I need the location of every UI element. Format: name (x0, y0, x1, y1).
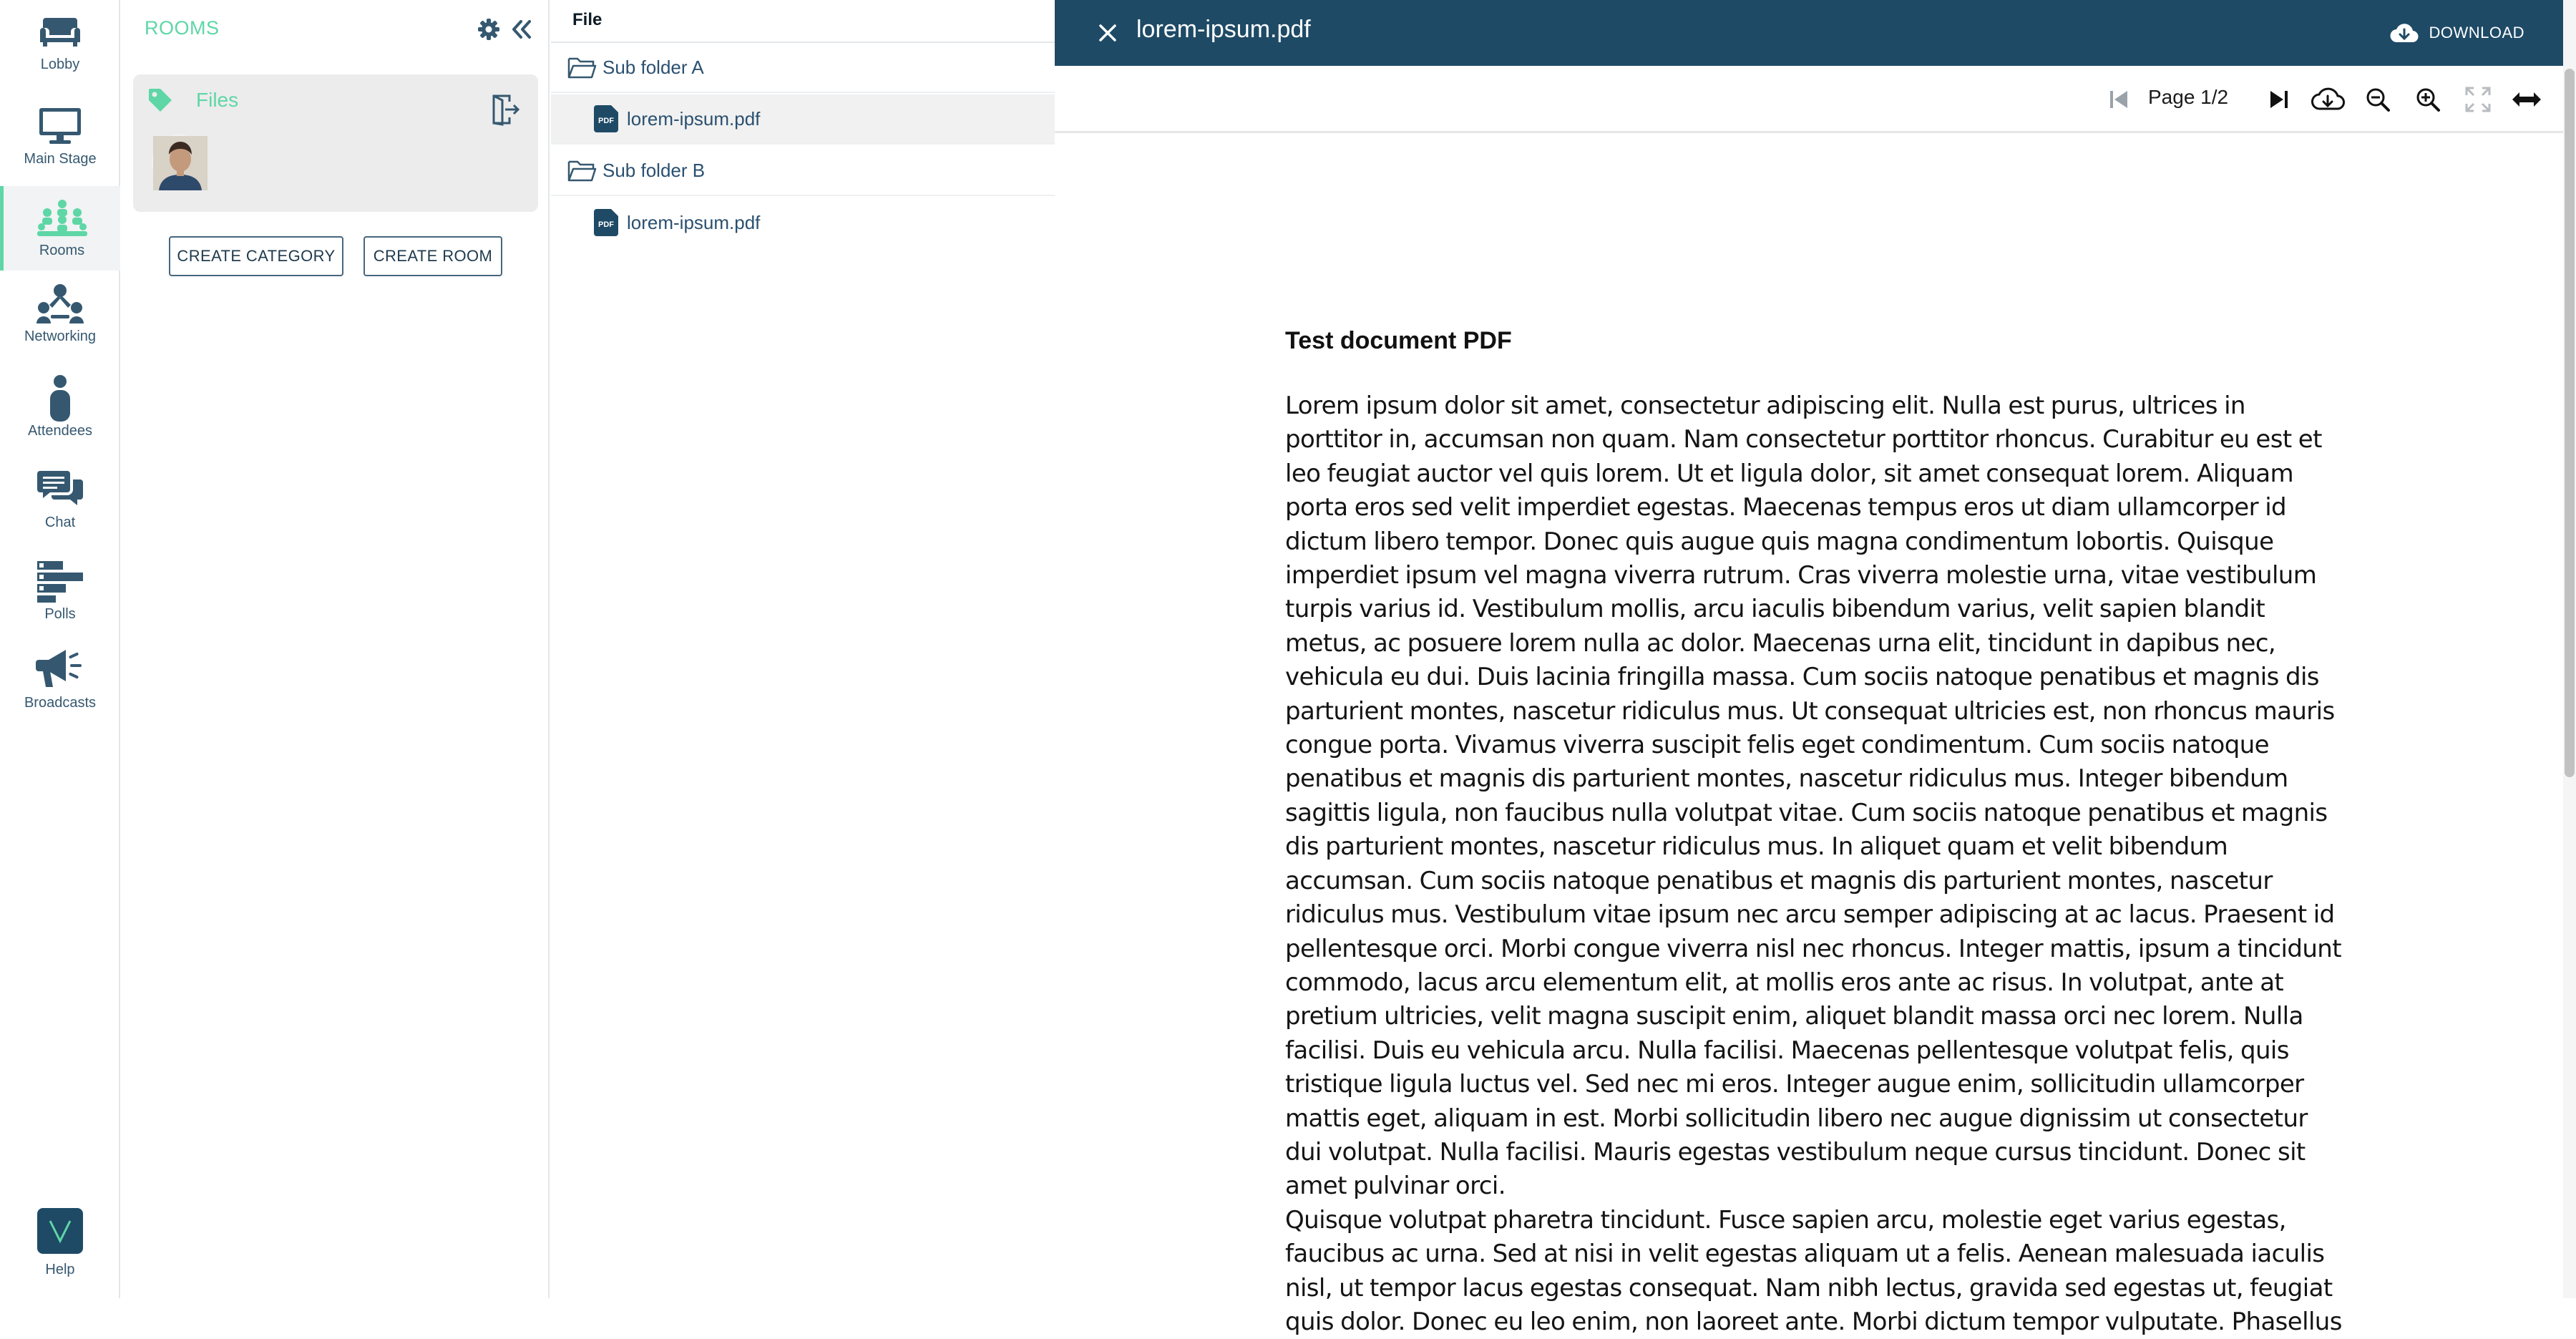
nav-rail (0, 0, 120, 1298)
cloud-download-icon (2390, 22, 2419, 44)
download-button[interactable] (2390, 19, 2524, 47)
room-name: Files (196, 89, 239, 111)
pdf-document-title: Test document PDF (1285, 327, 1512, 354)
exit-door-icon[interactable] (491, 93, 521, 126)
nav-item-attendees[interactable] (0, 366, 120, 451)
file-panel (551, 0, 1055, 1298)
pdf-body-text (1285, 389, 2344, 1339)
gear-icon[interactable] (478, 19, 499, 40)
nav-item-main-stage[interactable] (0, 94, 120, 179)
viewer-toolbar (1055, 66, 2563, 133)
rooms-title: ROOMS (145, 17, 220, 39)
folder-label: Sub folder A (602, 56, 704, 78)
double-chevron-left-icon[interactable] (509, 17, 534, 42)
monitor-icon (35, 104, 85, 147)
create-category-button[interactable]: CREATE CATEGORY (169, 236, 343, 276)
nav-item-broadcasts[interactable] (0, 638, 120, 723)
networking-icon (35, 282, 85, 325)
viewer-title: lorem-ipsum.pdf (1136, 16, 1311, 43)
file-row[interactable] (551, 198, 1055, 248)
sofa-icon (35, 10, 85, 53)
chat-icon (35, 468, 85, 511)
pdf-paragraph: Lorem ipsum dolor sit amet, consectetur adipiscing elit. Nulla est purus, ultrices in porttitor in, accumsan non quam. Nam consectetur porttitor rhoncus. Curabitur eu est et leo feugiat auctor vel quis lorem. Ut et ligula dolor, sit amet consequat lorem. Aliquam porta eros sed velit imperdiet egestas. Maecenas tempus eros ut diam ullamcorper id dictum libero tempor. Donec quis augue quis magna condimentum lobortis. Quisque imperdiet ipsum vel magna viverra rutrum. Cras viverra molestie urna, vitae vestibulum turpis varius id. Vestibulum mollis, arcu iaculis bibendum varius, velit sapien blandit metus, ac posuere lorem nulla ac dolor. Maecenas urna elit, tincidunt in dapibus nec, vehicula eu dui. Duis lacinia fringilla massa. Cum sociis natoque penatibus et magnis dis parturient montes, nascetur ridiculus mus. Ut consequat ultricies est, non rhoncus mauris congue porta. Vivamus viverra suscipit felis eget condimentum. Cum sociis natoque penatibus et magnis dis parturient montes, nascetur ridiculus mus. Integer bibendum sagittis ligula, non faucibus nulla volutpat vitae. Cum sociis natoque penatibus et magnis dis parturient montes, nascetur ridiculus mus. In aliquet quam et velit bibendum accumsan. Cum sociis natoque penatibus et magnis dis parturient montes, nascetur ridiculus mus. Vestibulum vitae ipsum nec arcu semper adipiscing at ac lacus. Praesent id pellentesque orci. Morbi congue viverra nisl nec rhoncus. Integer mattis, ipsum a tincidunt commodo, lacus arcu elementum elit, at mollis eros ante ac risus. In volutpat, ante at pretium ultricies, velit magna suscipit enim, aliquet blandit massa orci nec lorem. Nulla facilisi. Duis eu vehicula arcu. Nulla facilisi. Maecenas pellentesque volutpat felis, quis tristique ligula luctus vel. Sed nec mi eros. Integer augue enim, sollicitudin ullamcorper mattis eget, aliquam in est. Morbi sollicitudin libero nec augue dignissim ut consectetur dui volutpat. Nulla facilisi. Mauris egestas vestibulum neque cursus tincidunt. Donec sit amet pulvinar orci. (1285, 391, 2341, 1201)
download-label: DOWNLOAD (2429, 24, 2524, 42)
rooms-icon (37, 196, 87, 239)
file-column-header: File (572, 10, 602, 29)
file-label: lorem-ipsum.pdf (627, 211, 761, 233)
fullscreen-icon[interactable] (2460, 82, 2496, 117)
zoom-in-icon[interactable] (2410, 82, 2446, 117)
nav-label-chat: Chat (44, 515, 76, 530)
nav-label-broadcasts: Broadcasts (24, 695, 97, 711)
nav-label-networking: Networking (24, 328, 97, 344)
first-page-icon[interactable] (2101, 82, 2137, 117)
folder-row[interactable] (551, 43, 1055, 93)
folder-row[interactable] (551, 146, 1055, 196)
cloud-download-icon[interactable] (2310, 82, 2346, 117)
fit-width-icon[interactable] (2509, 82, 2545, 117)
rooms-panel (122, 0, 550, 1298)
page-indicator: Page 1/2 (2148, 86, 2229, 108)
file-label: lorem-ipsum.pdf (627, 107, 761, 130)
polls-icon (35, 560, 85, 603)
pdf-page (1055, 135, 2563, 1336)
pdf-viewer (1055, 0, 2563, 1336)
nav-label-polls: Polls (44, 606, 76, 622)
folder-label: Sub folder B (602, 159, 706, 181)
person-icon (35, 376, 85, 419)
pdf-file-icon (591, 104, 621, 134)
close-icon[interactable] (1093, 19, 1122, 47)
nav-label-main-stage: Main Stage (24, 151, 97, 167)
svg-text:PDF: PDF (598, 117, 614, 125)
nav-item-help[interactable] (0, 1197, 120, 1290)
nav-label-rooms: Rooms (39, 243, 85, 258)
last-page-icon[interactable] (2261, 82, 2297, 117)
folder-open-icon (567, 52, 597, 82)
create-room-button[interactable]: CREATE ROOM (364, 236, 502, 276)
file-row[interactable] (551, 94, 1055, 145)
room-card[interactable] (133, 74, 538, 212)
nav-item-polls[interactable] (0, 550, 120, 634)
nav-item-chat[interactable] (0, 458, 120, 542)
folder-open-icon (567, 155, 597, 185)
pdf-file-icon (591, 208, 621, 238)
nav-label-lobby: Lobby (40, 57, 80, 72)
help-logo-icon (37, 1208, 83, 1254)
svg-text:PDF: PDF (598, 220, 614, 229)
avatar (152, 135, 206, 189)
megaphone-icon (35, 648, 85, 691)
scrollbar-thumb[interactable] (2565, 69, 2575, 777)
nav-label-help: Help (45, 1262, 75, 1277)
nav-item-rooms[interactable] (0, 186, 120, 271)
nav-label-attendees: Attendees (27, 423, 93, 439)
nav-item-lobby[interactable] (0, 0, 120, 84)
zoom-out-icon[interactable] (2360, 82, 2396, 117)
viewer-header (1055, 0, 2563, 66)
nav-item-networking[interactable] (0, 272, 120, 356)
tag-icon (147, 87, 173, 113)
pdf-paragraph: Quisque volutpat pharetra tincidunt. Fusce sapien arcu, molestie eget varius egestas, faucibus ac urna. Sed at nisi in velit egestas aliquam ut a felis. Aenean malesuada iaculis nisl, ut tempor lacus egestas consequat. Nam nibh lectus, gravida sed egestas ut, feugiat quis dolor. Donec eu leo enim, non laoreet ante. Morbi dictum tempor vulputate. Phasellus (1285, 1205, 2342, 1336)
